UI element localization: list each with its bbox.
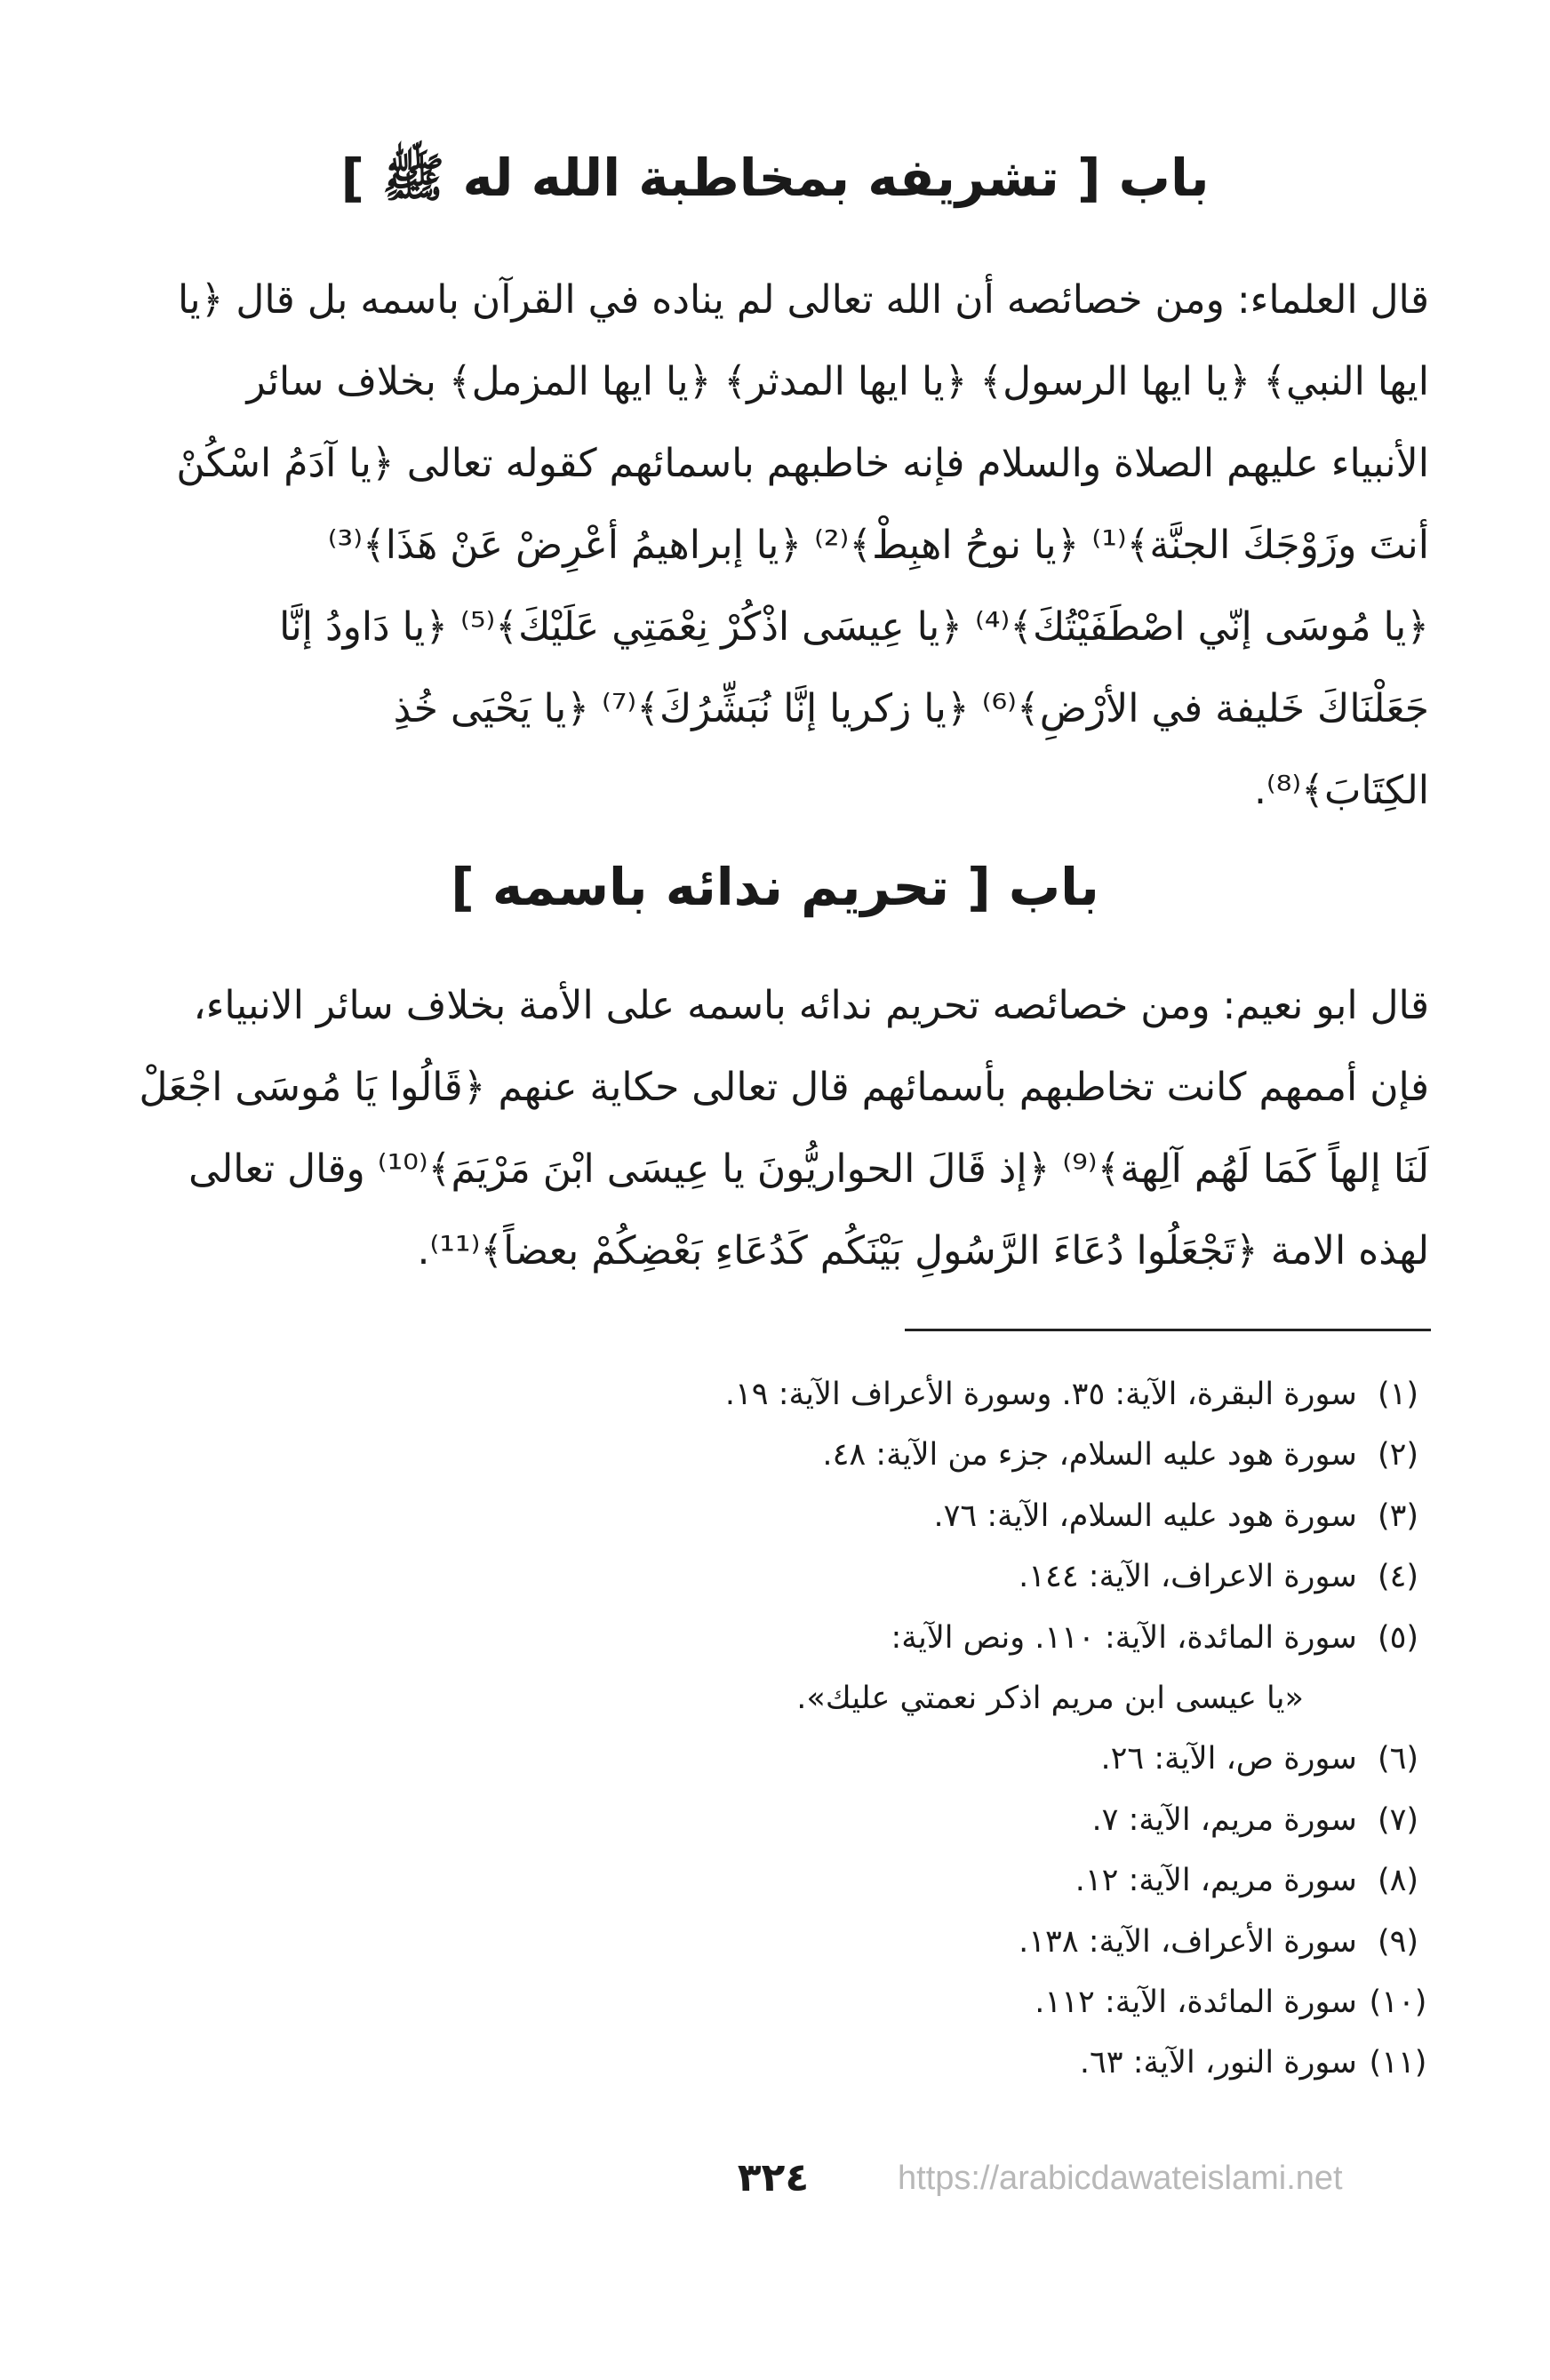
text-line: أنتَ وزَوْجَكَ الجنَّة﴾⁽¹⁾ ﴿يا نوحُ اهبِطْ﴾⁽²⁾ ﴿يا إبراهيمُ أعْرِضْ عَنْ هَذَا﴾⁽³⁾ (327, 523, 1429, 568)
footnote-text: سورة البقرة، الآية: ٣٥. وسورة الأعراف الآية: ١٩. (724, 1377, 1357, 1412)
paragraph-prohibition (105, 965, 1429, 1292)
footnote (105, 1912, 1429, 1972)
text-line: ﴿يا مُوسَى إنّي اصْطَفَيْتُكَ﴾⁽⁴⁾ ﴿يا عِيسَى اذْكُرْ نِعْمَتِي عَلَيْكَ﴾⁽⁵⁾ ﴿يا دَاودُ إنَّا (279, 604, 1429, 650)
footnote-number: (١٠) (1369, 1984, 1427, 2020)
footnote-text: «يا عيسى ابن مريم اذكر نعمتي عليك». (796, 1680, 1304, 1716)
footnotes (105, 1364, 1429, 2094)
footnote-number: (٣) (1377, 1497, 1419, 1534)
footnote-text: سورة الأعراف، الآية: ١٣٨. (1019, 1923, 1357, 1960)
footnote-continuation (105, 1668, 1429, 1729)
footnote (105, 2033, 1429, 2093)
text-line: ايها النبي﴾ ﴿يا ايها الرسول﴾ ﴿يا ايها المدثر﴾ ﴿يا ايها المزمل﴾ بخلاف سائر (246, 359, 1429, 404)
footnote (105, 1790, 1429, 1850)
chapter-heading-honor: باب [ تشريفه بمخاطبة الله له ﷺ ] (340, 148, 1210, 208)
footnote-number: (٢) (1377, 1437, 1419, 1474)
text-line: فإن أممهم كانت تخاطبهم بأسمائهم قال تعالى حكاية عنهم ﴿قَالُوا يَا مُوسَى اجْعَلْ (139, 1065, 1429, 1110)
footnote (105, 1425, 1429, 1485)
footnote-text: سورة مريم، الآية: ١٢. (1075, 1863, 1357, 1899)
text-line: الأنبياء عليهم الصلاة والسلام فإنه خاطبهم باسمائهم كقوله تعالى ﴿يا آدَمُ اسْكُنْ (176, 441, 1429, 486)
footnote-number: (٤) (1377, 1559, 1419, 1595)
footnote (105, 1486, 1429, 1546)
footnote (105, 1850, 1429, 1911)
footnote-text: سورة هود عليه السلام، الآية: ٧٦. (933, 1497, 1357, 1534)
text-line: قال العلماء: ومن خصائصه أن الله تعالى لم يناده في القرآن باسمه بل قال ﴿يا (178, 277, 1429, 323)
footnote-text: سورة المائدة، الآية: ١١٠. ونص الآية: (891, 1619, 1357, 1656)
footnote-text: سورة مريم، الآية: ٧. (1091, 1801, 1357, 1838)
footnote-number: (٥) (1377, 1619, 1419, 1656)
footnote-text: سورة المائدة، الآية: ١١٢. (1035, 1984, 1357, 2020)
footnote-number: (٨) (1377, 1863, 1419, 1899)
footnote-number: (١١) (1369, 2045, 1427, 2081)
paragraph-honor (105, 260, 1429, 832)
footnote-number: (٧) (1377, 1801, 1419, 1838)
footnote (105, 1729, 1429, 1789)
text-line: الكِتَابَ﴾⁽⁸⁾. (1253, 768, 1429, 813)
text-line: لهذه الامة ﴿تَجْعَلُوا دُعَاءَ الرَّسُولِ بَيْنَكُم كَدُعَاءِ بَعْضِكُمْ بعضاً﴾⁽¹¹⁾. (417, 1228, 1429, 1274)
footnote-number: (٩) (1377, 1923, 1419, 1960)
page-number: ٣٢٤ (737, 2155, 810, 2200)
watermark-url: https://arabicdawateislami.net (898, 2160, 1343, 2197)
footnote-number: (١) (1377, 1377, 1419, 1412)
footnote-number: (٦) (1377, 1741, 1419, 1777)
footnote-divider (905, 1329, 1431, 1331)
footnote-text: سورة النور، الآية: ٦٣. (1079, 2045, 1357, 2081)
chapter-heading-prohibition: باب [ تحريم ندائه باسمه ] (451, 857, 1099, 917)
text-line: قال ابو نعيم: ومن خصائصه تحريم ندائه باسمه على الأمة بخلاف سائر الانبياء، (193, 983, 1429, 1028)
footnote-text: سورة ص، الآية: ٢٦. (1100, 1741, 1357, 1777)
footnote (105, 1972, 1429, 2033)
footnote-text: سورة هود عليه السلام، جزء من الآية: ٤٨. (822, 1437, 1357, 1474)
text-line: لَنَا إلهاً كَمَا لَهُم آلِهة﴾⁽⁹⁾ ﴿إذ قَالَ الحواريُّونَ يا عِيسَى ابْنَ مَرْيَمَ﴾⁽¹⁰⁾ وقال تعالى (188, 1146, 1429, 1192)
footnote-text: سورة الاعراف، الآية: ١٤٤. (1019, 1559, 1357, 1595)
footnote (105, 1608, 1429, 1668)
footnote (105, 1364, 1429, 1425)
text-line: جَعَلْنَاكَ خَليفة في الأرْضِ﴾⁽⁶⁾ ﴿يا زكريا إنَّا نُبَشِّرُكَ﴾⁽⁷⁾ ﴿يا يَحْيَى خُذِ (393, 686, 1429, 731)
footnote (105, 1546, 1429, 1607)
